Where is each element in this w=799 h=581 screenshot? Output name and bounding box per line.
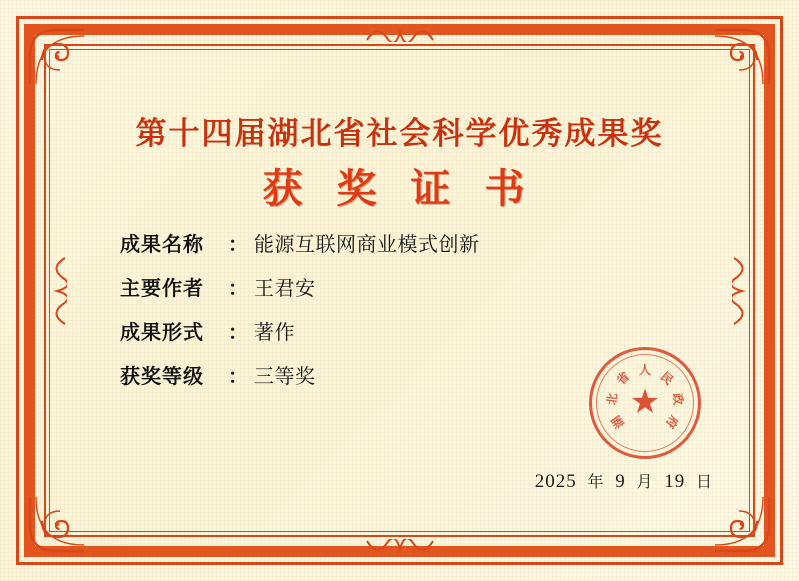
seal-char: 省 [613,369,633,388]
field-row [120,316,679,345]
official-seal [589,347,701,459]
field-colon: ： [228,366,248,388]
field-value-name: 能源互联网商业模式创新 [254,234,480,256]
field-label-grade: 获奖等级 [120,366,204,388]
seal-char: 人 [638,363,652,377]
seal-char: 民 [657,369,677,388]
edge-ornament-icon [365,539,435,559]
field-row [120,228,679,257]
date-year-unit: 年 [587,474,605,491]
date-day-unit: 日 [695,474,713,491]
field-value-form: 著作 [254,322,295,344]
date-month: 9 [615,471,626,492]
date-month-unit: 月 [636,474,654,491]
field-label-form: 成果形式 [120,322,204,344]
date-year: 2025 [534,471,577,492]
certificate-sub-title: 获 奖 证 书 [262,166,537,211]
field-colon: ： [228,234,248,256]
certificate-content [60,60,739,521]
seal-char: 湖 [608,412,628,431]
field-colon: ： [228,322,248,344]
field-label-name: 成果名称 [120,234,204,256]
date-day: 19 [664,471,686,492]
star-icon: ★ [629,384,661,421]
field-value-grade: 三等奖 [254,366,316,388]
field-value-author: 王君安 [254,278,316,300]
certificate-main-title: 第十四届湖北省社会科学优秀成果奖 [135,116,664,151]
certificate-date [532,469,715,493]
field-label-author: 主要作者 [120,278,204,300]
seal-char: 府 [662,412,682,431]
edge-ornament-icon [365,22,435,42]
field-colon: ： [228,278,248,300]
field-row [120,272,679,301]
seal-char: 北 [604,392,620,406]
seal-char: 政 [670,392,686,406]
